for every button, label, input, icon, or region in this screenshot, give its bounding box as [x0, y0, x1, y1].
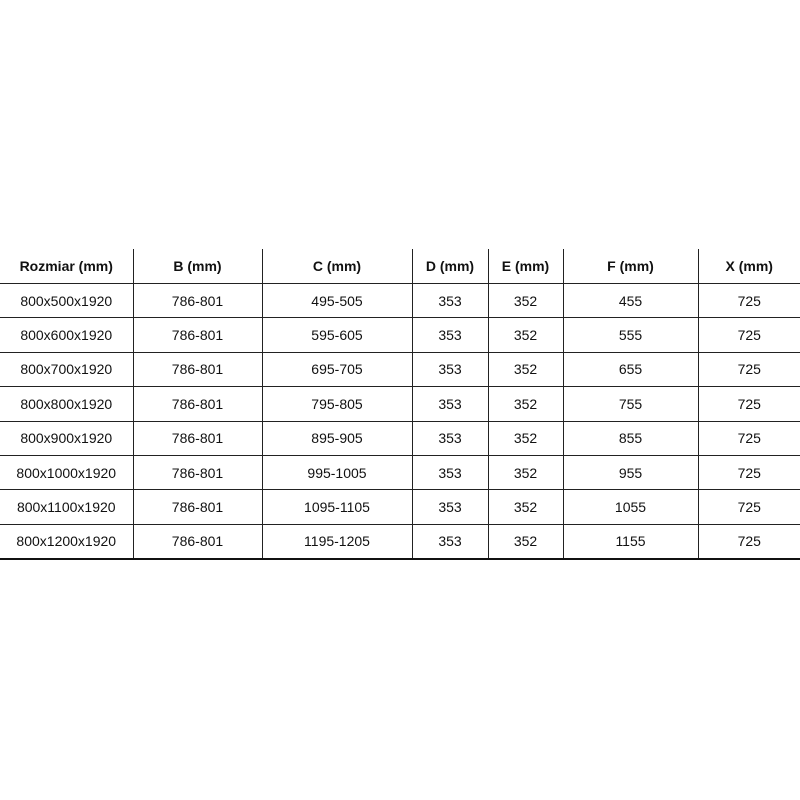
table-row — [0, 352, 800, 386]
cell-x: 725 — [737, 430, 761, 447]
cell-c: 1095-1105 — [262, 490, 412, 524]
cell-b: 786-801 — [133, 284, 262, 318]
cell-d: 353 — [412, 490, 488, 524]
cell-d: 353 — [412, 524, 488, 559]
cell-f: 555 — [563, 318, 698, 352]
cell-rozmiar: 800x1100x1920 — [0, 490, 133, 524]
cell-f: 755 — [563, 387, 698, 421]
cell-rozmiar: 800x800x1920 — [0, 387, 133, 421]
cell-b: 786-801 — [133, 318, 262, 352]
cell-x: 725 — [737, 395, 761, 412]
cell-c: 1195-1205 — [262, 524, 412, 559]
table-row — [0, 318, 800, 352]
table-body — [0, 284, 800, 560]
cell-rozmiar: 800x500x1920 — [0, 284, 133, 318]
cell-x: 725 — [737, 292, 761, 309]
header-b: B (mm) — [133, 249, 262, 284]
cell-c: 495-505 — [262, 284, 412, 318]
cell-b: 786-801 — [133, 352, 262, 386]
header-e: E (mm) — [488, 249, 563, 284]
cell-x: 725 — [737, 499, 761, 516]
cell-c: 995-1005 — [262, 455, 412, 489]
cell-b: 786-801 — [133, 455, 262, 489]
header-x: X (mm) — [698, 249, 800, 284]
cell-e: 352 — [488, 318, 563, 352]
cell-e: 352 — [488, 455, 563, 489]
header-c: C (mm) — [262, 249, 412, 284]
cell-d: 353 — [412, 352, 488, 386]
cell-e: 352 — [488, 387, 563, 421]
table-row — [0, 455, 800, 489]
cell-f: 955 — [563, 455, 698, 489]
cell-d: 353 — [412, 455, 488, 489]
cell-rozmiar: 800x900x1920 — [0, 421, 133, 455]
cell-b: 786-801 — [133, 524, 262, 559]
cell-e: 352 — [488, 524, 563, 559]
table-row — [0, 421, 800, 455]
cell-d: 353 — [412, 318, 488, 352]
cell-c: 595-605 — [262, 318, 412, 352]
header-d: D (mm) — [412, 249, 488, 284]
cell-f: 855 — [563, 421, 698, 455]
cell-x: 725 — [737, 533, 761, 550]
header-rozmiar: Rozmiar (mm) — [0, 249, 133, 284]
cell-x: 725 — [737, 464, 761, 481]
cell-f: 655 — [563, 352, 698, 386]
cell-b: 786-801 — [133, 387, 262, 421]
table-row — [0, 284, 800, 318]
header-f: F (mm) — [563, 249, 698, 284]
cell-b: 786-801 — [133, 490, 262, 524]
cell-x: 725 — [737, 361, 761, 378]
header-row — [0, 249, 800, 284]
cell-rozmiar: 800x700x1920 — [0, 352, 133, 386]
cell-rozmiar: 800x1000x1920 — [0, 455, 133, 489]
cell-c: 795-805 — [262, 387, 412, 421]
cell-e: 352 — [488, 421, 563, 455]
cell-f: 455 — [563, 284, 698, 318]
cell-c: 695-705 — [262, 352, 412, 386]
table-row — [0, 387, 800, 421]
cell-b: 786-801 — [133, 421, 262, 455]
cell-x: 725 — [737, 327, 761, 344]
cell-rozmiar: 800x600x1920 — [0, 318, 133, 352]
table-row — [0, 490, 800, 524]
dimensions-table — [0, 249, 800, 560]
cell-d: 353 — [412, 421, 488, 455]
cell-e: 352 — [488, 490, 563, 524]
table-row — [0, 524, 800, 559]
cell-d: 353 — [412, 284, 488, 318]
cell-rozmiar: 800x1200x1920 — [0, 524, 133, 559]
cell-d: 353 — [412, 387, 488, 421]
cell-c: 895-905 — [262, 421, 412, 455]
cell-e: 352 — [488, 284, 563, 318]
cell-f: 1055 — [563, 490, 698, 524]
cell-f: 1155 — [563, 524, 698, 559]
cell-e: 352 — [488, 352, 563, 386]
